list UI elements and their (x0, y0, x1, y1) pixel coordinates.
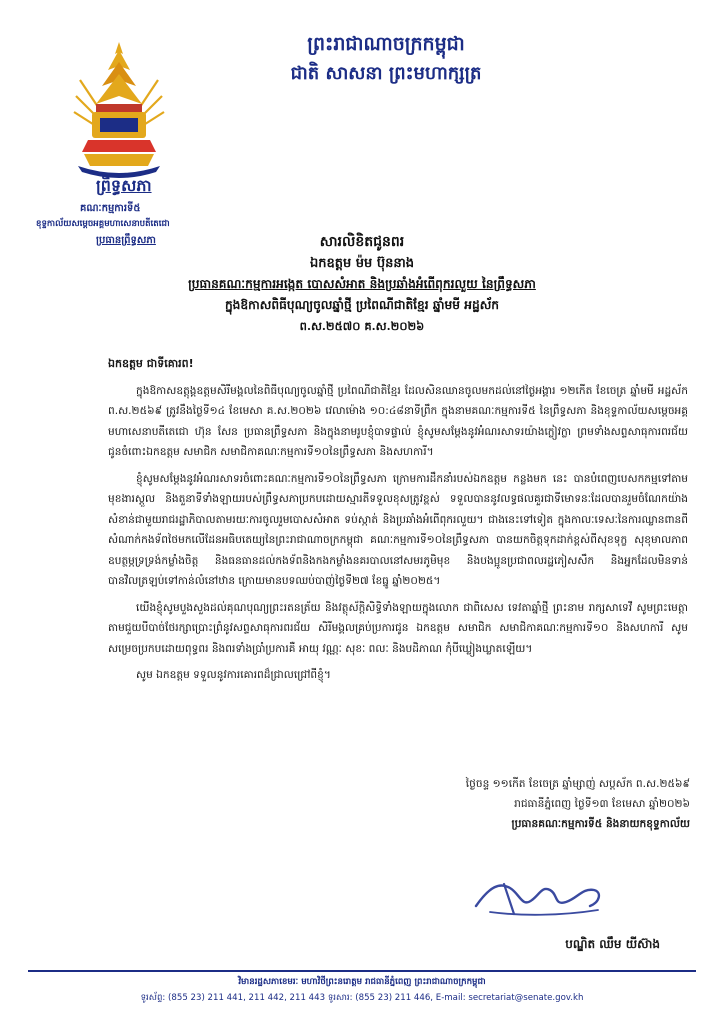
handwritten-signature-icon (470, 876, 610, 920)
emblem-band (96, 104, 142, 112)
footer-divider (28, 970, 696, 972)
title-line-2: ឯកឧត្តម ម៉ម ប៊ុននាង (310, 256, 414, 271)
letter-body (108, 354, 688, 686)
title-line-3: ប្រធានគណៈកម្មការអង្កេត បោសសំអាត និងប្រឆាំងអំពើពុករលួយ នៃព្រឹទ្ធសភា (188, 277, 536, 291)
letter-footer (28, 974, 696, 1006)
signer-title: ប្រធានគណៈកម្មការទី៥ និងនាយកខុទ្ទកាល័យ (511, 818, 690, 830)
emblem-crown (96, 42, 142, 104)
paragraph-1: ក្នុងឱកាសឧត្តុង្គឧត្តមសិរីមង្គលនៃពិធីបុណ្យចូលឆ្នាំថ្មី ប្រពៃណីជាតិខ្មែរ ដែលសិនឈានចូលមកដល់នៅថ្ងៃអង្គារ ១២កើត ខែចេត្រ ឆ្នាំមមី អដ្ឋស័ក ព.ស.២៥៦៩ ត្រូវនឹងថ្ងៃទី១៤ ខែមេសា គ.ស.២០២៦ វេលាម៉ោង ១០:៤៨នាទីព្រឹក ក្នុងនាមគណៈកម្មការទី៥ នៃព្រឹទ្ធសភា និងខុទ្ទកាល័យសម្តេចអគ្គមហាសេនាបតីតេជោ ហ៊ុន សែន ប្រធានព្រឹទ្ធសភា និងក្នុងនាមរូបខ្ញុំបាទផ្ទាល់ ខ្ញុំសូមសម្តែងនូវអំណរសាទរយ៉ាងក្លៀវក្លា ព្រមទាំងសព្ទសាធុការពរជ័យ ជូនចំពោះឯកឧត្តម សមាជិក សមាជិកាគណៈកម្មការទី១០នៃព្រឹទ្ធសភា និងសហការី។ (108, 384, 688, 458)
paragraph-3: យើងខ្ញុំសូមបួងសួងដល់គុណបុណ្យព្រះរតនត្រ័យ និងវត្ថុស័ក្តិសិទ្ធិទាំងឡាយក្នុងលោក ជាពិសេស ទេវតាឆ្នាំថ្មី ព្រះនាម រាក្សសាទេវី សូមព្រះមេត្តាតាមជួយបីបាច់ថែរក្សាប្រោះព្រំនូវសព្ទសាធុការពរជ័យ សិរីមង្គលគ្រប់ប្រការជូន ឯកឧត្តម សមាជិក សមាជិកាគណៈកម្មការទី១០ និងសហការី សូមសម្រេចប្រកបដោយពុទ្ធពរ និងពរទាំងប្រាំប្រការគឺ អាយុ វណ្ណៈ សុខៈ ពលៈ និងបដិភាណ កុំបីឃ្លៀងឃ្លាតឡើយ។ (108, 601, 688, 655)
kingdom-heading: ព្រះរាជាណាចក្រកម្ពុជា (307, 33, 465, 55)
date-solar: រាជធានីភ្នំពេញ ថ្ងៃទី១៣ ខែមេសា ឆ្នាំ២០២៦ (514, 798, 690, 810)
emblem-ribbon (82, 140, 156, 152)
sender-role: ប្រធានព្រឹទ្ធសភា (96, 235, 156, 246)
emblem-panel (100, 118, 138, 132)
title-line-4: ក្នុងឱកាសពិធីបុណ្យចូលឆ្នាំថ្មី ប្រពៃណីជាតិខ្មែរ ឆ្នាំមមី អដ្ឋស័ក (224, 298, 500, 312)
title-line-5: ព.ស.២៥៧០ គ.ស.២០២៦ (299, 319, 425, 333)
senate-emblem-icon (70, 40, 168, 180)
sender-unit: គណៈកម្មការទី៥ (80, 203, 141, 214)
national-motto: ជាតិ សាសនា ព្រះមហាក្សត្រ (290, 63, 482, 84)
footer-contact: ទូរស័ព្ទ: (855 23) 211 441, 211 442, 211 443 ទូរសារ: (855 23) 211 446, E-mail: secretariat@senate.gov.kh (140, 993, 584, 1003)
emblem-foot (84, 154, 154, 166)
signature-block (370, 774, 690, 834)
document-title (150, 232, 574, 337)
sender-office: ខុទ្ទកាល័យសម្តេចអគ្គមហាសេនាបតីតេជោ (36, 219, 170, 229)
sender-name: ព្រឹទ្ធសភា (96, 176, 152, 195)
footer-address: វិមានរដ្ឋសភាខេមរៈ មហាវិថីព្រះនរោត្តម រាជធានីភ្នំពេញ ព្រះរាជាណាចក្រកម្ពុជា (238, 977, 486, 987)
signer-name: បណ្ឌិត ឈឹម យីស៊ាង (565, 937, 660, 951)
paragraph-2: ខ្ញុំសូមសម្តែងនូវអំណរសាទរចំពោះគណៈកម្មការទី១០នៃព្រឹទ្ធសភា ក្រោមការដឹកនាំរបស់ឯកឧត្តម កន្លងមក នេះ បានបំពេញបេសកកម្មទៅតាមមុខងារស្តួល និងតួនាទីទាំងឡាយរបស់ព្រឹទ្ធសភាប្រកបដោយស្មារតីទទួលខុសត្រូវខ្ពស់ ទទួលបាននូវលទ្ធផលគួរជាទីមោទនៈដែលបានរួមចំណែកយ៉ាងសំខាន់ជាមួយរាជរដ្ឋាភិបាលតាមរយៈការចូលរួមបោសសំអាត ទប់ស្កាត់ និងប្រឆាំងអំពើពុករលួយ។ ជាងនេះទៅទៀត ក្នុងកាលៈទេសៈនៃការឈ្លានពានពីសំណាក់កងទ័ពថៃមកលើដែនអធិបតេយ្យនៃព្រះរាជាណាចក្រកម្ពុជា គណៈកម្មការទី១០នៃព្រឹទ្ធសភា បានយកចិត្តទុកដាក់ខ្ពស់ពីសុខទុក្ខ សុខុមាលភាព ឧបត្ថម្ភទ្រទ្រង់កម្លាំងចិត្ត និងធនធានដល់កងទ័ពនិងកងកម្លាំងនគរបាលនៅសមរភូមិមុខ និងបងប្អូនប្រជាពលរដ្ឋភៀសសឹក និងអ្នកដែលមិនទាន់បានវិលត្រឡប់ទៅកាន់លំនៅឋាន ក្រោយមានបទឈប់បាញ់ថ្ងៃទី២៧ ខែធ្នូ ឆ្នាំ២០២៥។ (108, 472, 688, 587)
closing-line: សូម ឯកឧត្តម ទទួលនូវការគោរពដ៏ជ្រាលជ្រៅពីខ្ញុំ។ (136, 669, 331, 681)
title-line-1: សារលិខិតជូនពរ (319, 234, 405, 250)
date-lunar: ថ្ងៃចន្ទ ១១កើត ខែចេត្រ ឆ្នាំម្សាញ់ សប្តស័ក ព.ស.២៥៦៩ (465, 778, 690, 790)
salutation: ឯកឧត្តម ជាទីគោរព! (108, 357, 194, 370)
